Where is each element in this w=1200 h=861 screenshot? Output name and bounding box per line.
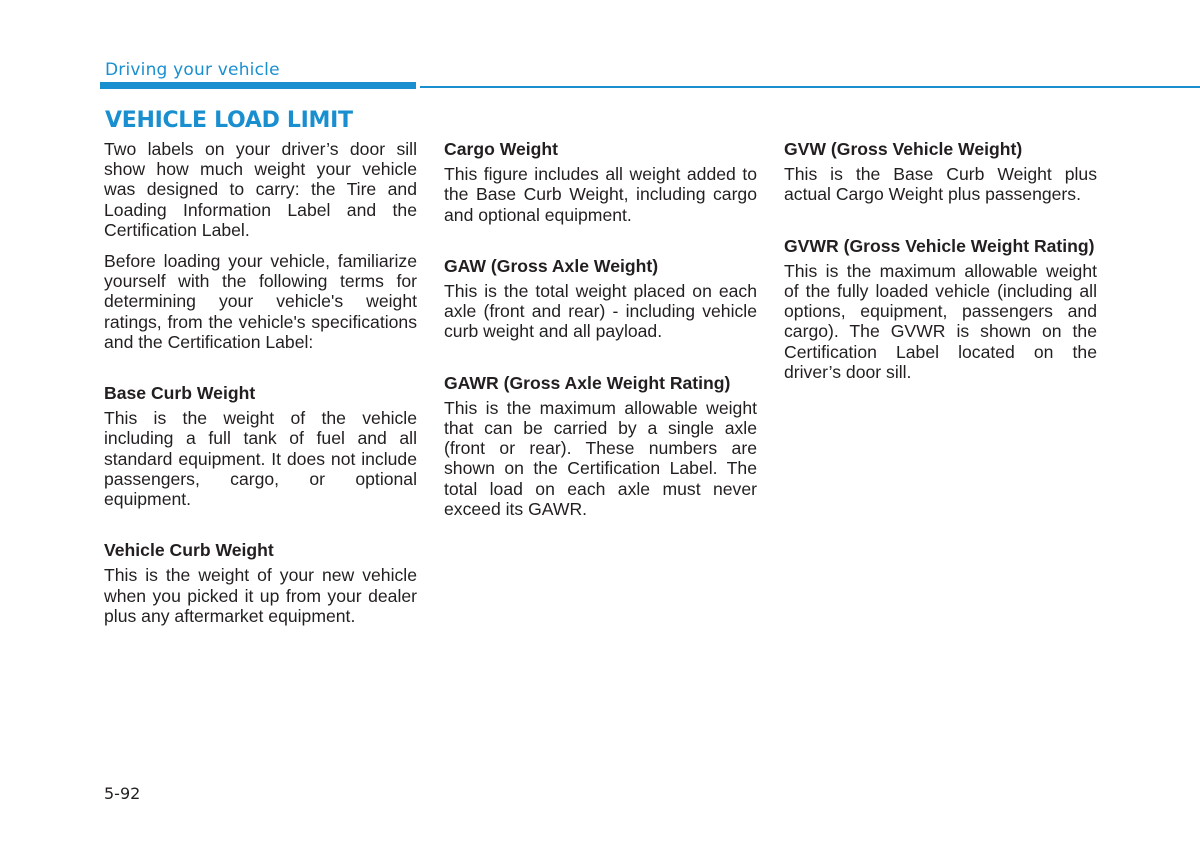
spacer bbox=[784, 216, 1097, 236]
intro-paragraph-2: Before loading your vehicle, familiarize yourself with the following terms for determining your vehicle's weight ratings, from the vehicle's specifications and the Certification Label: bbox=[104, 251, 417, 352]
column-left bbox=[104, 139, 417, 637]
base-curb-weight-heading: Base Curb Weight bbox=[104, 383, 256, 404]
page-number: 5-92 bbox=[104, 784, 141, 803]
gvwr-text: This is the maximum allowable weight of the fully loaded vehicle (including all options, equipment, passengers and cargo). The GVWR is shown on the Certification Label located on the driver’s door sill. bbox=[784, 260, 1097, 382]
chapter-label: Driving your vehicle bbox=[105, 60, 280, 80]
header-accent-bar bbox=[100, 82, 416, 89]
column-middle bbox=[444, 139, 757, 530]
base-curb-weight-text: This is the weight of the vehicle including a full tank of fuel and all standard equipment. It does not include passengers, cargo, or optional equipment. bbox=[104, 408, 417, 510]
cargo-weight-text: This figure includes all weight added to the Base Curb Weight, including cargo and optional equipment. bbox=[444, 164, 757, 225]
vehicle-curb-weight-heading: Vehicle Curb Weight bbox=[104, 540, 274, 561]
gvw-text: This is the Base Curb Weight plus actual Cargo Weight plus passengers. bbox=[784, 164, 1097, 205]
column-right bbox=[784, 139, 1097, 393]
vehicle-curb-weight-text: This is the weight of your new vehicle when you picked it up from your dealer plus any aftermarket equipment. bbox=[104, 565, 417, 626]
spacer bbox=[444, 236, 757, 256]
gaw-text: This is the total weight placed on each axle (front and rear) - including vehicle curb weight and all payload. bbox=[444, 281, 757, 342]
section-title: VEHICLE LOAD LIMIT bbox=[105, 108, 353, 133]
gaw-heading: GAW (Gross Axle Weight) bbox=[444, 255, 659, 276]
header-rule bbox=[420, 86, 1200, 88]
gawr-text: This is the maximum allowable weight that can be carried by a single axle (front or rear). These numbers are shown on the Certification Label. The total load on each axle must never exceed its GAWR. bbox=[444, 397, 757, 519]
cargo-weight-heading: Cargo Weight bbox=[444, 139, 559, 159]
intro-paragraph-1: Two labels on your driver’s door sill show how much weight your vehicle was designed to carry: the Tire and Loading Information Label and the Certification Label. bbox=[104, 139, 417, 240]
spacer bbox=[104, 520, 417, 540]
spacer bbox=[444, 353, 757, 373]
spacer bbox=[104, 363, 417, 383]
gawr-heading: GAWR (Gross Axle Weight Rating) bbox=[444, 372, 731, 393]
gvwr-heading: GVWR (Gross Vehicle Weight Rating) bbox=[784, 235, 1095, 256]
gvw-heading: GVW (Gross Vehicle Weight) bbox=[784, 139, 1023, 159]
